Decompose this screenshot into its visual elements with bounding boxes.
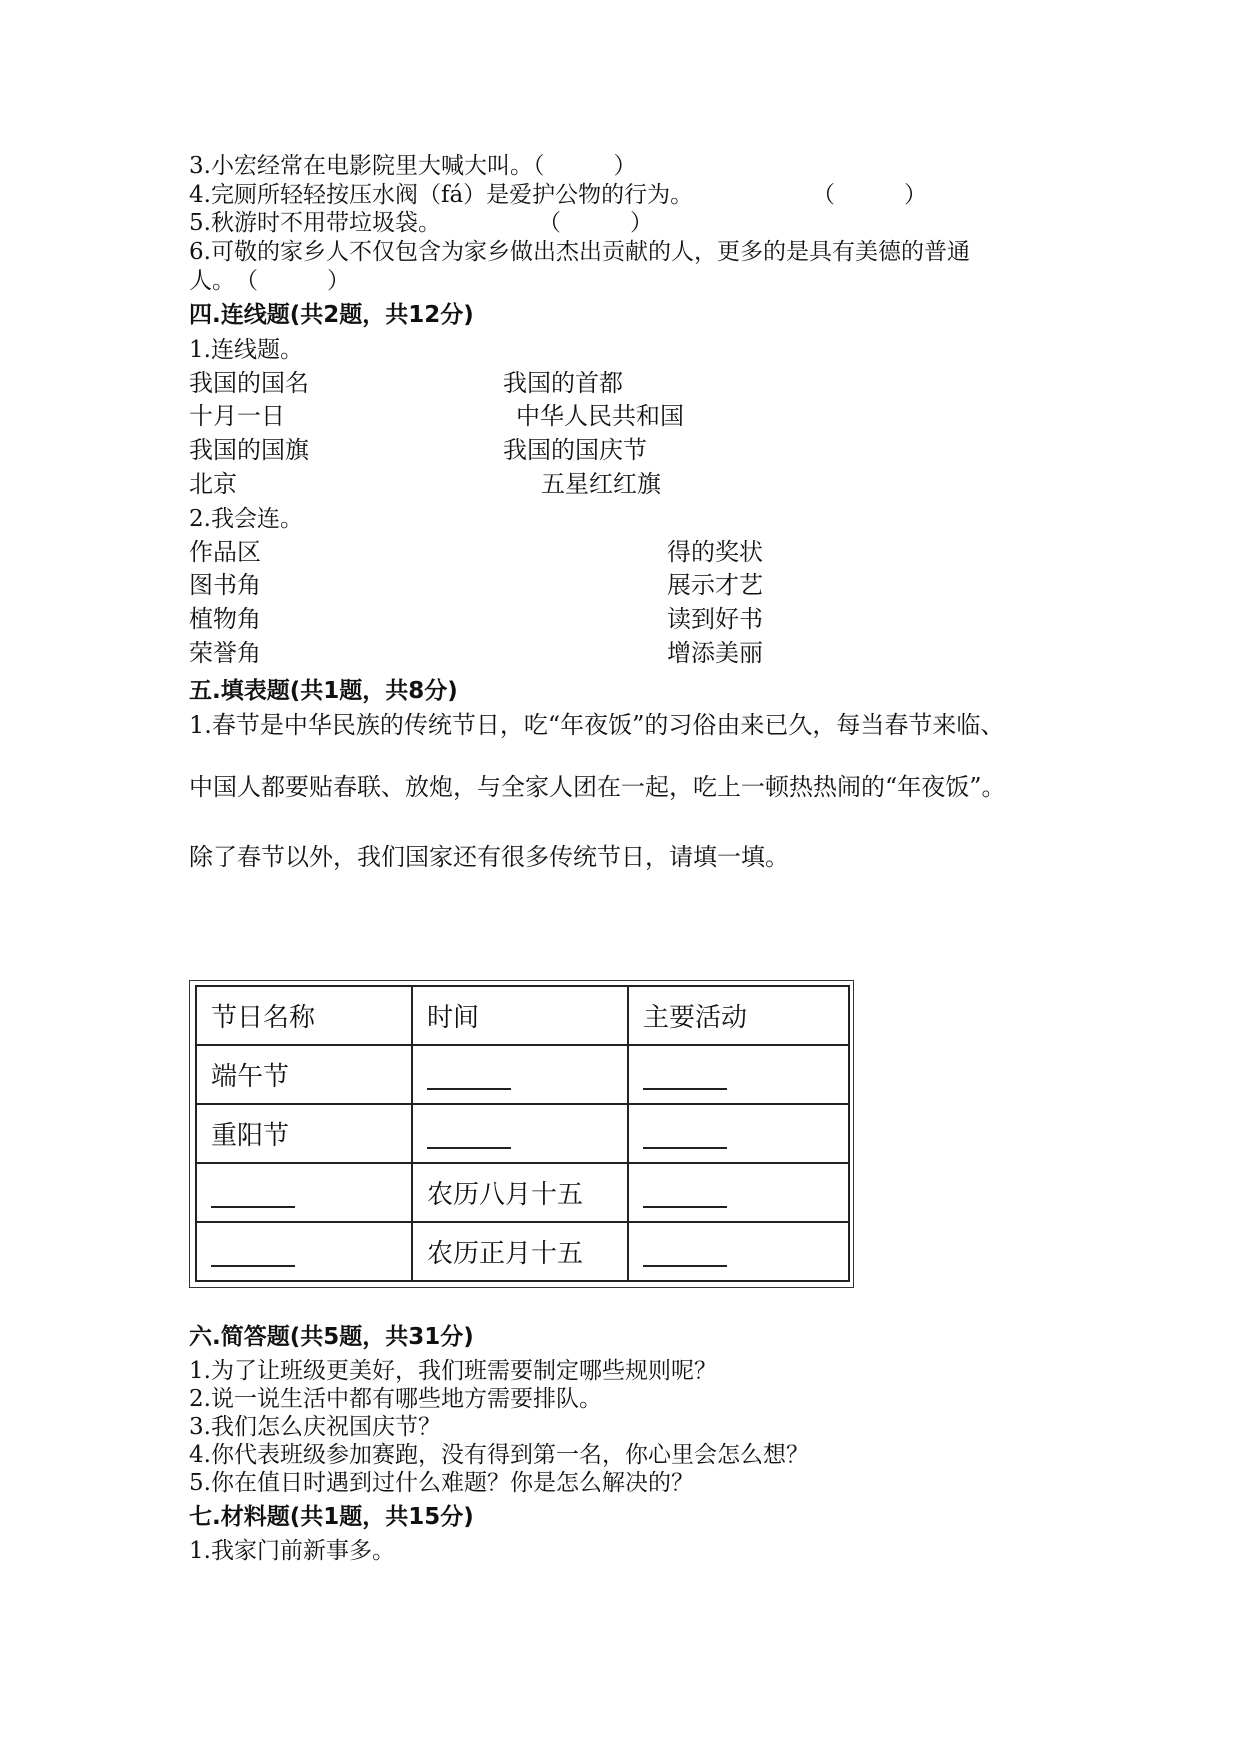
paragraph-line: 1.春节是中华民族的传统节日，吃“年夜饭”的习俗由来已久，每当春节来临、 — [189, 711, 1005, 739]
question-5: 5.秋游时不用带垃圾袋。 — [189, 210, 441, 236]
table-row — [196, 1104, 849, 1163]
fill-blank-line[interactable] — [211, 1245, 295, 1267]
matching-right-item: 我国的首都 — [503, 369, 623, 397]
matching-right-item: 展示才艺 — [667, 571, 763, 599]
table-header-cell: 主要活动 — [628, 986, 849, 1045]
table-row — [196, 1163, 849, 1222]
fill-blank-line[interactable] — [211, 1186, 295, 1208]
material-question: 1.我家门前新事多。 — [189, 1538, 395, 1564]
blank-cell[interactable] — [628, 1104, 849, 1163]
table-cell: 重阳节 — [196, 1104, 412, 1163]
question-4: 4.完厕所轻轻按压水阀（fá）是爱护公物的行为。 — [189, 182, 694, 208]
blank-cell[interactable] — [196, 1222, 412, 1281]
answer-paren-4: （ ） — [812, 182, 927, 208]
fill-blank-line[interactable] — [643, 1127, 727, 1149]
section-4-heading: 四.连线题(共2题，共12分) — [189, 302, 474, 328]
matching-left-item: 我国的国旗 — [189, 436, 309, 464]
paragraph-line: 中国人都要贴春联、放炮，与全家人团在一起，吃上一顿热热闹的“年夜饭”。 — [189, 773, 1006, 801]
section-5-heading: 五.填表题(共1题，共8分) — [189, 678, 458, 704]
paragraph-line: 除了春节以外，我们国家还有很多传统节日，请填一填。 — [189, 843, 789, 871]
section-7-heading: 七.材料题(共1题，共15分) — [189, 1504, 474, 1530]
question-6-line1: 6.可敬的家乡人不仅包含为家乡做出杰出贡献的人，更多的是具有美德的普通 — [189, 239, 970, 265]
blank-cell[interactable] — [196, 1163, 412, 1222]
fill-blank-line[interactable] — [643, 1068, 727, 1090]
table-header-cell: 时间 — [412, 986, 628, 1045]
matching-right-item: 得的奖状 — [667, 538, 763, 566]
question-6-line2: 人。 （ ） — [189, 268, 350, 294]
matching-right-item: 我国的国庆节 — [503, 436, 647, 464]
question-3: 3.小宏经常在电影院里大喊大叫。（ ） — [189, 153, 637, 179]
blank-cell[interactable] — [628, 1045, 849, 1104]
fill-blank-line[interactable] — [427, 1068, 511, 1090]
matching-left-item: 作品区 — [189, 538, 261, 566]
matching-right-item: 五星红红旗 — [541, 470, 661, 498]
table-cell: 农历八月十五 — [412, 1163, 628, 1222]
blank-cell[interactable] — [628, 1222, 849, 1281]
blank-cell[interactable] — [412, 1045, 628, 1104]
short-answer-question: 2.说一说生活中都有哪些地方需要排队。 — [189, 1386, 602, 1412]
matching-left-item: 北京 — [189, 470, 237, 498]
matching-left-item: 十月一日 — [189, 402, 285, 430]
short-answer-question: 4.你代表班级参加赛跑，没有得到第一名，你心里会怎么想？ — [189, 1442, 809, 1468]
short-answer-question: 3.我们怎么庆祝国庆节？ — [189, 1414, 441, 1440]
section-6-heading: 六.简答题(共5题，共31分) — [189, 1324, 474, 1350]
matching-q1-label: 1.连线题。 — [189, 337, 303, 363]
short-answer-question: 1.为了让班级更美好，我们班需要制定哪些规则呢？ — [189, 1358, 717, 1384]
blank-cell[interactable] — [628, 1163, 849, 1222]
table-cell: 农历正月十五 — [412, 1222, 628, 1281]
matching-left-item: 荣誉角 — [189, 639, 261, 667]
fill-blank-line[interactable] — [643, 1186, 727, 1208]
festival-table — [195, 985, 850, 1282]
table-cell: 端午节 — [196, 1045, 412, 1104]
fill-blank-line[interactable] — [643, 1245, 727, 1267]
table-row — [196, 1222, 849, 1281]
matching-q2-label: 2.我会连。 — [189, 506, 303, 532]
short-answer-question: 5.你在值日时遇到过什么难题？你是怎么解决的？ — [189, 1470, 694, 1496]
matching-left-item: 植物角 — [189, 605, 261, 633]
matching-left-item: 图书角 — [189, 571, 261, 599]
matching-right-item: 读到好书 — [667, 605, 763, 633]
matching-left-item: 我国的国名 — [189, 369, 309, 397]
table-row — [196, 1045, 849, 1104]
matching-right-item: 中华人民共和国 — [516, 402, 684, 430]
answer-paren-5: （ ） — [538, 210, 653, 236]
table-header-row — [196, 986, 849, 1045]
blank-cell[interactable] — [412, 1104, 628, 1163]
fill-blank-line[interactable] — [427, 1127, 511, 1149]
table-header-cell: 节日名称 — [196, 986, 412, 1045]
matching-right-item: 增添美丽 — [667, 639, 763, 667]
